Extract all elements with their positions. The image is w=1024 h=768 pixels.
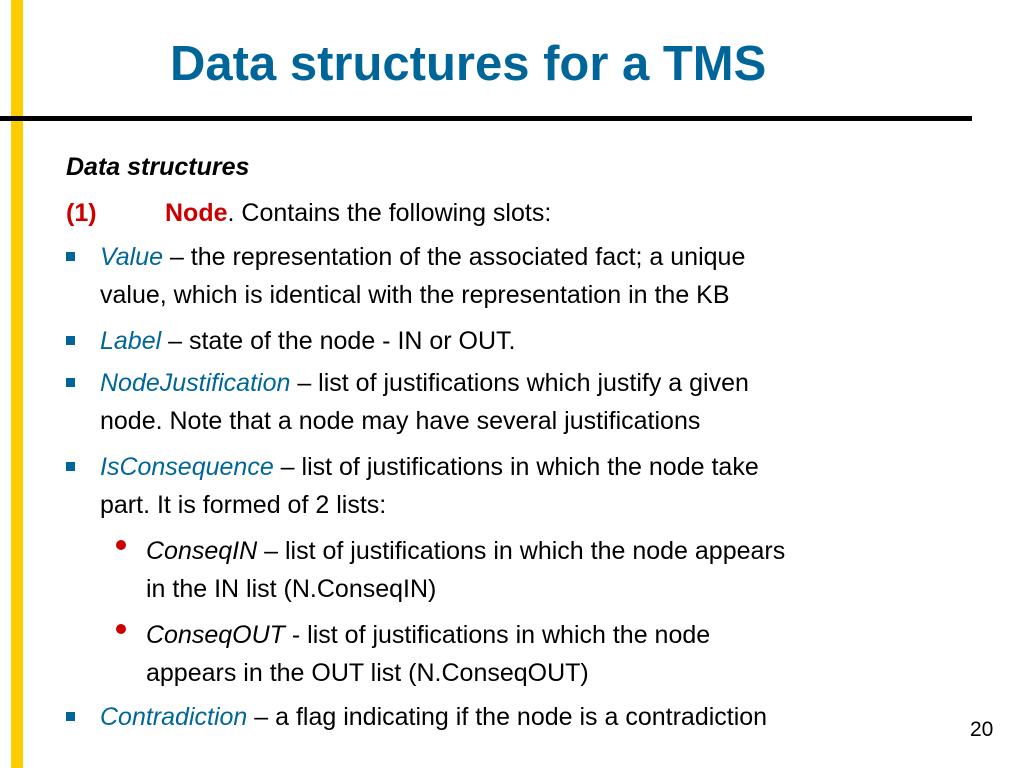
node-word: Node (165, 199, 228, 227)
bullet-term: Contradiction (100, 703, 248, 731)
bullet-term: Value (100, 243, 164, 271)
bullet-isconsequence (100, 448, 759, 486)
bullet-continuation: node. Note that a node may have several justifications (100, 407, 701, 435)
slide-title: Data structures for a TMS (170, 37, 767, 91)
bullet-text: – state of the node - IN or OUT. (161, 327, 516, 355)
bullet-term: IsConsequence (100, 453, 274, 481)
sub-bullet-text: – list of justifications in which the node appears (257, 537, 786, 565)
bullet-text: – list of justifications which justify a given (290, 369, 749, 397)
sub-bullet-conseqout (146, 616, 710, 654)
sub-bullet-term: ConseqOUT (146, 621, 285, 649)
title-rule (0, 116, 972, 121)
sub-bullet-term: ConseqIN (146, 537, 258, 565)
bullet-contradiction (100, 698, 767, 736)
sub-bullet-continuation: appears in the OUT list (N.ConseqOUT) (146, 659, 589, 687)
section-heading: Data structures (66, 153, 250, 181)
item-number: (1) (66, 199, 97, 227)
sub-bullet-continuation: in the IN list (N.ConseqIN) (146, 575, 437, 603)
bullet-nodejustification (100, 364, 749, 402)
bullet-continuation: value, which is identical with the representation in the KB (100, 281, 730, 309)
square-bullet-icon (66, 336, 75, 345)
sub-bullet-conseqin (146, 532, 785, 570)
bullet-label (100, 322, 516, 360)
node-intro (165, 194, 551, 232)
square-bullet-icon (66, 378, 75, 387)
bullet-text: – list of justifications in which the node take (273, 453, 759, 481)
bullet-text: – a flag indicating if the node is a contradiction (247, 703, 768, 731)
bullet-text: – the representation of the associated fact; a unique (163, 243, 746, 271)
round-bullet-icon (116, 540, 126, 550)
square-bullet-icon (66, 462, 75, 471)
square-bullet-icon (66, 712, 75, 721)
sub-bullet-text: - list of justifications in which the node (284, 621, 711, 649)
square-bullet-icon (66, 252, 75, 261)
round-bullet-icon (116, 624, 126, 634)
bullet-value (100, 238, 745, 276)
bullet-term: NodeJustification (100, 369, 291, 397)
page-number: 20 (970, 718, 994, 741)
bullet-continuation: part. It is formed of 2 lists: (100, 491, 387, 519)
bullet-term: Label (100, 327, 162, 355)
node-intro-text: . Contains the following slots: (227, 199, 552, 227)
